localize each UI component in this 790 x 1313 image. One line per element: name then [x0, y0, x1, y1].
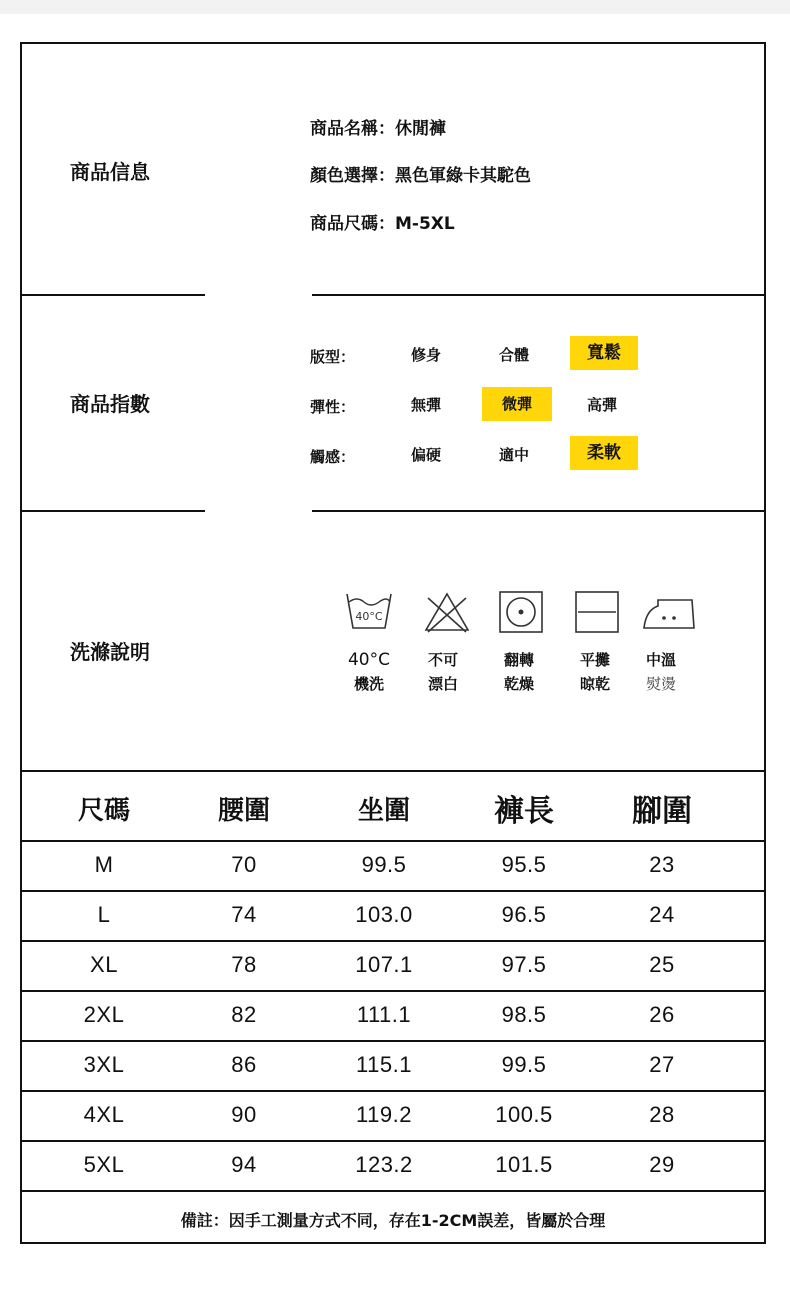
table-cell-hem: 29 [649, 1152, 675, 1177]
wash-item-no-bleach [408, 648, 478, 696]
wash-item-dry-flat-line2: 晾乾 [579, 675, 610, 693]
table-cell-hem: 25 [649, 952, 675, 977]
table-bottom-line [22, 1190, 764, 1192]
section-label-info: 商品信息 [70, 160, 150, 184]
table-cell-hem: 28 [649, 1102, 675, 1127]
table-header-hip: 坐圍 [357, 796, 410, 826]
wash-badge-text: 40°C [355, 610, 383, 623]
table-cell-size: 2XL [83, 1002, 125, 1027]
wash-40-icon [344, 590, 394, 634]
table-row-divider [22, 890, 764, 892]
size-chart-frame [20, 42, 766, 1244]
top-band [0, 0, 790, 14]
info-color-options: 顏色選擇：黑色軍綠卡其駝色 [310, 166, 531, 186]
table-cell-size: 5XL [83, 1152, 125, 1177]
wash-item-iron-line2: 熨燙 [645, 675, 676, 693]
table-cell-length: 97.5 [501, 952, 547, 977]
divider-left [22, 294, 205, 296]
table-cell-hip: 107.1 [355, 952, 413, 977]
section-label-wash: 洗滌說明 [70, 640, 150, 664]
table-row-divider [22, 1040, 764, 1042]
divider-right [312, 294, 764, 296]
table-cell-hip: 111.1 [356, 1002, 412, 1027]
feel-option-medium: 適中 [498, 446, 529, 464]
wash-item-iron [626, 648, 696, 696]
table-cell-waist: 74 [231, 902, 257, 927]
table-row-divider [22, 1140, 764, 1142]
wash-item-tumble-line2: 乾燥 [503, 675, 534, 693]
table-row-divider [22, 940, 764, 942]
table-header-size: 尺碼 [77, 796, 130, 826]
iron-medium-icon [640, 590, 698, 634]
fit-option-regular: 合體 [498, 346, 529, 364]
table-cell-length: 100.5 [495, 1102, 553, 1127]
fit-option-slim: 修身 [410, 346, 441, 364]
table-cell-waist: 78 [231, 952, 257, 977]
table-cell-waist: 70 [231, 852, 257, 877]
index-row-fit-label: 版型： [310, 348, 356, 366]
table-row-divider [22, 1090, 764, 1092]
feel-option-soft-selected: 柔軟 [570, 436, 638, 470]
elastic-option-slight-selected: 微彈 [482, 387, 552, 421]
table-cell-size: XL [90, 952, 118, 977]
table-cell-length: 96.5 [501, 902, 547, 927]
table-cell-length: 95.5 [501, 852, 547, 877]
table-row-divider [22, 990, 764, 992]
table-cell-waist: 86 [231, 1052, 257, 1077]
table-cell-size: 4XL [83, 1102, 125, 1127]
table-cell-size: L [97, 902, 111, 927]
index-row-elastic-label: 彈性： [310, 398, 356, 416]
no-bleach-icon [422, 590, 472, 634]
index-row-feel-label: 觸感： [310, 448, 356, 466]
table-cell-hem: 26 [649, 1002, 675, 1027]
table-cell-hip: 115.1 [356, 1052, 412, 1077]
table-cell-hem: 24 [649, 902, 675, 927]
tumble-dry-icon [498, 590, 544, 634]
table-cell-waist: 94 [231, 1152, 257, 1177]
dry-flat-icon [574, 590, 620, 634]
table-cell-length: 98.5 [501, 1002, 547, 1027]
wash-item-40 [334, 648, 404, 696]
divider-right-2 [312, 510, 764, 512]
wash-item-dry-flat [560, 648, 630, 696]
wash-item-tumble [484, 648, 554, 696]
table-header-length: 褲長 [494, 794, 554, 829]
wash-item-40-line1: 40°C [347, 650, 390, 670]
divider-left-2 [22, 510, 205, 512]
table-cell-size: M [94, 852, 114, 877]
table-line-1 [22, 840, 764, 842]
wash-item-tumble-line1: 翻轉 [503, 651, 534, 669]
section-label-index: 商品指數 [70, 392, 150, 416]
elastic-option-none: 無彈 [410, 396, 441, 414]
feel-option-firm: 偏硬 [410, 446, 441, 464]
table-cell-hip: 99.5 [361, 852, 407, 877]
measurement-note: 備註：因手工測量方式不同，存在1-2CM誤差，皆屬於合理 [180, 1211, 606, 1230]
wash-item-dry-flat-line1: 平攤 [579, 651, 610, 669]
table-cell-hip: 123.2 [355, 1152, 413, 1177]
table-cell-waist: 82 [231, 1002, 257, 1027]
info-product-name: 商品名稱：休閒褲 [310, 119, 446, 139]
table-cell-hem: 23 [649, 852, 675, 877]
table-top-line [22, 770, 764, 772]
table-cell-size: 3XL [83, 1052, 125, 1077]
wash-item-iron-line1: 中溫 [645, 651, 676, 669]
fit-option-loose-selected: 寬鬆 [570, 336, 638, 370]
table-cell-waist: 90 [231, 1102, 257, 1127]
table-header-waist: 腰圍 [217, 796, 270, 826]
wash-item-40-line2: 機洗 [353, 675, 384, 693]
table-cell-hem: 27 [649, 1052, 675, 1077]
table-header-hem: 腳圍 [632, 794, 692, 829]
wash-item-no-bleach-line1: 不可 [427, 651, 458, 669]
table-cell-length: 101.5 [495, 1152, 553, 1177]
table-cell-hip: 103.0 [355, 902, 413, 927]
table-cell-hip: 119.2 [356, 1102, 412, 1127]
elastic-option-high: 高彈 [586, 396, 617, 414]
info-size-range: 商品尺碼：M-5XL [310, 214, 455, 234]
wash-item-no-bleach-line2: 漂白 [427, 675, 458, 693]
table-cell-length: 99.5 [501, 1052, 547, 1077]
